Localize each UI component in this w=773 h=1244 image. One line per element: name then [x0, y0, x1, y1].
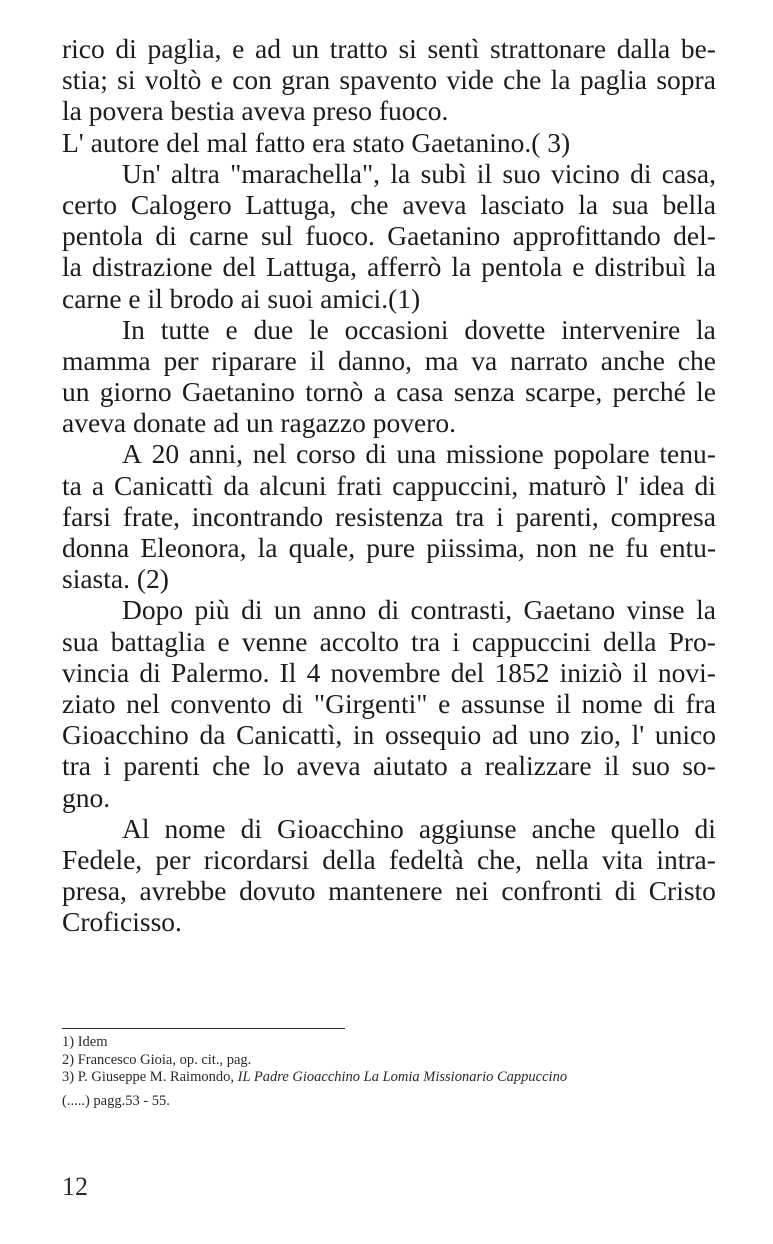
body-line [62, 813, 716, 844]
word: venne [241, 625, 308, 657]
body-line [62, 532, 716, 563]
word: un [62, 376, 90, 408]
word: perché [612, 376, 686, 408]
word: fra [685, 687, 716, 719]
word: altra [170, 157, 220, 189]
word: Dopo [122, 594, 184, 626]
body-line [62, 314, 716, 345]
word: Gioacchino [62, 719, 189, 751]
word: la [696, 251, 716, 283]
word: fedeltà [388, 843, 464, 875]
word: del [222, 251, 257, 283]
word: la [62, 251, 82, 283]
word: Gioacchino [277, 812, 404, 844]
word: tratto [329, 33, 388, 64]
word: la [696, 594, 716, 626]
word: distrazione [91, 251, 213, 283]
word: tra [62, 750, 92, 782]
word: vincia [62, 656, 130, 688]
word: pentola [62, 220, 143, 252]
word: ricordarsi [203, 843, 310, 875]
word: assunse [461, 687, 546, 719]
word: aveva [296, 750, 361, 782]
word: anni, [188, 438, 244, 470]
word: di [694, 812, 716, 844]
word: fu [625, 532, 649, 563]
word: intra- [656, 843, 716, 875]
word: vide [446, 64, 494, 96]
word: tornò [305, 376, 364, 408]
word: va [471, 344, 498, 376]
word: Pro- [668, 625, 716, 657]
footnote-3 [62, 1069, 716, 1087]
word: battaglia [110, 625, 206, 657]
body-line [62, 470, 716, 501]
word: tenu- [659, 438, 716, 470]
word: afferrò [367, 251, 442, 283]
word: uno [528, 719, 570, 751]
word: il [632, 656, 648, 688]
body-line [62, 251, 716, 282]
word: aveva [402, 188, 467, 220]
word: be- [680, 33, 716, 64]
word: narrato [510, 344, 588, 376]
footnote-3-author: 3) P. Giuseppe M. Raimondo, [62, 1069, 238, 1085]
word: che, [476, 843, 523, 875]
word: maturò [528, 469, 607, 501]
word: della [603, 625, 657, 657]
word: un [273, 594, 302, 626]
word: Il [279, 656, 297, 688]
word: zio, [580, 719, 621, 751]
word: la [550, 64, 571, 96]
line-text: siasta. (2) [62, 563, 169, 595]
word: convento [170, 687, 272, 719]
word: e [210, 64, 223, 96]
word: di [115, 33, 137, 64]
footnote-1: 1) Idem [62, 1034, 108, 1050]
word: un [291, 33, 320, 64]
body-line [62, 407, 716, 438]
word: nel [126, 687, 160, 719]
word: giorno [99, 376, 172, 408]
word: in [352, 719, 375, 751]
word: tra [411, 625, 441, 657]
word: presa, [62, 875, 127, 907]
word: i [103, 750, 112, 782]
word: tutte [160, 313, 210, 345]
word: avrebbe [139, 875, 227, 907]
word: idea [638, 469, 685, 501]
body-line [62, 501, 716, 532]
word: Lattuga, [266, 251, 358, 283]
body-line [62, 438, 716, 469]
word: novi- [657, 656, 716, 688]
word: novembre [330, 656, 441, 688]
word: con [232, 64, 272, 96]
body-line [62, 688, 716, 719]
word: di [155, 220, 177, 252]
footnote-2: 2) Francesco Gioia, op. cit., pag. [62, 1051, 252, 1068]
page-number: 12 [62, 1172, 88, 1201]
word: il [476, 157, 493, 189]
word: In [122, 313, 145, 345]
word: di [281, 687, 304, 719]
word: bella [662, 188, 716, 220]
footnote-3-pages: (.....) pagg.53 - 55. [62, 1092, 170, 1109]
word: il [309, 344, 326, 376]
word: sua [611, 188, 649, 220]
word: piissima, [426, 532, 525, 563]
word: anche [600, 344, 665, 376]
body-line [62, 189, 716, 220]
body-line [62, 719, 716, 750]
word: casa, [661, 157, 716, 189]
word: missione [445, 438, 544, 470]
word: parenti [123, 750, 200, 782]
word: popolare [553, 438, 650, 470]
word: occasioni [344, 313, 449, 345]
word: del- [673, 220, 716, 252]
body-line [62, 906, 716, 937]
word: distribuì [594, 251, 687, 283]
word: vicino [550, 157, 620, 189]
word: Fedele, [62, 843, 143, 875]
word: frati [336, 469, 383, 501]
word: voltò [144, 64, 202, 96]
word: di [241, 594, 263, 626]
word: per [155, 843, 191, 875]
word: Gaetanino [387, 220, 501, 252]
word: Un' [122, 157, 161, 189]
word: cappuccini [471, 625, 591, 657]
word: unico [654, 719, 716, 751]
footnote-3-title: IL Padre Gioacchino La Lomia Missionario Cappuccino [237, 1069, 568, 1085]
word: mantenere [328, 875, 443, 907]
word: entu- [659, 532, 716, 563]
word: accolto [319, 625, 399, 657]
word: ad [491, 719, 518, 751]
word: stia; [62, 64, 108, 96]
word: A [122, 438, 142, 470]
word: tra [455, 500, 485, 532]
word: si [398, 33, 417, 64]
body-line [62, 563, 716, 594]
body-line [62, 782, 716, 813]
word: da [199, 719, 226, 751]
book-page [62, 0, 716, 1244]
word: paglia, [147, 33, 222, 64]
word: Eleonora, [140, 532, 247, 563]
word: che [350, 188, 389, 220]
word: resistenza [334, 500, 444, 532]
word: e [225, 313, 238, 345]
word: di [630, 157, 652, 189]
word: riparare [211, 344, 297, 376]
word: di [365, 438, 387, 470]
word: che [503, 64, 542, 96]
word: Canicattì, [236, 719, 343, 751]
word: "marachella", [230, 157, 381, 189]
word: e [232, 33, 245, 64]
word: che [212, 750, 251, 782]
word: la [696, 313, 716, 345]
word: di [240, 812, 263, 844]
body-line [62, 844, 716, 875]
word: parenti, [515, 500, 599, 532]
word: compresa [610, 500, 716, 532]
word: pentola [481, 251, 563, 283]
word: della [322, 843, 376, 875]
word: certo [62, 188, 117, 220]
word: 4 [306, 656, 321, 688]
word: "Girgenti" [313, 687, 428, 719]
word: di [377, 594, 400, 626]
word: gran [281, 64, 331, 96]
word: rico [62, 33, 105, 64]
word: nella [535, 843, 589, 875]
word: realizzare [484, 750, 592, 782]
word: nei [455, 875, 489, 907]
word: sul [260, 220, 294, 252]
word: non [535, 532, 578, 563]
word: il [555, 687, 571, 719]
word: vita [601, 843, 644, 875]
word: ne [588, 532, 615, 563]
word: intervenire [561, 313, 681, 345]
footnote-rule [62, 1028, 345, 1029]
word: ziato [62, 687, 116, 719]
word: Canicattì [114, 469, 214, 501]
word: e [438, 687, 451, 719]
word: incontrando [191, 500, 324, 532]
word: anche [531, 812, 596, 844]
word: i [496, 500, 504, 532]
word: del [450, 656, 485, 688]
word: Calogero [130, 188, 232, 220]
word: senza [453, 376, 515, 408]
word: di [614, 875, 637, 907]
body-line [62, 158, 716, 189]
word: subì [420, 157, 467, 189]
word: dalla [616, 33, 671, 64]
word: Gaetanino [181, 376, 295, 408]
word: di [653, 687, 675, 719]
word: la [578, 188, 599, 220]
word: di [139, 656, 161, 688]
body-line [62, 64, 716, 95]
body-line [62, 33, 716, 64]
word: l' [631, 719, 645, 751]
word: le [309, 313, 329, 345]
body-line [62, 127, 716, 158]
word: la [451, 251, 472, 283]
word: a [460, 750, 473, 782]
word: 20 [151, 438, 180, 470]
word: quale, [288, 532, 356, 563]
word: Lattuga, [245, 188, 337, 220]
word: frate, [122, 500, 180, 532]
word: contrasti, [410, 594, 513, 626]
word: nome [164, 812, 226, 844]
word: sua [62, 625, 99, 657]
word: a [373, 376, 386, 408]
line-text: aveva donate ad un ragazzo povero. [62, 407, 456, 439]
word: l' [616, 469, 629, 501]
word: dovette [464, 313, 546, 345]
line-text: la povera bestia aveva preso fuoco. [62, 95, 449, 127]
word: pure [366, 532, 416, 563]
body-line [62, 875, 716, 906]
body-line [62, 750, 716, 781]
word: aggiunse [418, 812, 517, 844]
body-line [62, 220, 716, 251]
word: che [677, 344, 716, 376]
word: e [217, 625, 230, 657]
word: ad [255, 33, 281, 64]
word: farsi [62, 500, 111, 532]
word: corso [296, 438, 356, 470]
word: donna [62, 532, 130, 563]
word: lo [262, 750, 285, 782]
word: a [91, 469, 105, 501]
word: lasciato [480, 188, 565, 220]
word: sentì [427, 33, 480, 64]
word: quello [610, 812, 680, 844]
word: so- [682, 750, 716, 782]
word: il [603, 750, 620, 782]
word: Cristo [648, 875, 716, 907]
word: fuoco. [305, 220, 375, 252]
word: sopra [656, 64, 716, 96]
body-line [62, 345, 716, 376]
word: casa [396, 376, 444, 408]
word: carne [189, 220, 249, 252]
line-text: Croficisso. [62, 906, 182, 938]
line-text: carne e il brodo ai suoi amici.(1) [62, 282, 421, 314]
word: suo [502, 157, 541, 189]
word: si [117, 64, 136, 96]
word: Palermo. [170, 656, 270, 688]
word: Gaetano [523, 594, 616, 626]
line-text: gno. [62, 781, 111, 813]
word: anno [312, 594, 367, 626]
body-line [62, 95, 716, 126]
body-line [62, 594, 716, 625]
word: ma [424, 344, 459, 376]
word: danno, [337, 344, 412, 376]
word: dovuto [239, 875, 316, 907]
word: scarpe, [525, 376, 603, 408]
word: suo [631, 750, 670, 782]
word: iniziò [559, 656, 623, 688]
word: ta [62, 469, 82, 501]
word: strattonare [490, 33, 607, 64]
word: la [257, 532, 278, 563]
word: i [452, 625, 460, 657]
word: approfittando [512, 220, 661, 252]
body-line [62, 626, 716, 657]
line-text: L' autore del mal fatto era stato Gaetanino.( 3) [62, 126, 571, 158]
word: e [572, 251, 585, 283]
word: nome [581, 687, 643, 719]
word: più [194, 594, 230, 626]
word: nel [252, 438, 287, 470]
body-line [62, 376, 716, 407]
word: da [223, 469, 250, 501]
word: la [390, 157, 411, 189]
body-line [62, 283, 716, 314]
word: alcuni [259, 469, 327, 501]
word: 1852 [494, 656, 550, 688]
word: mamma [62, 344, 151, 376]
word: per [163, 344, 199, 376]
word: Al [122, 812, 150, 844]
word: ossequio [384, 719, 482, 751]
word: aiutato [372, 750, 448, 782]
word: vinse [626, 594, 685, 626]
word: cappuccini, [392, 469, 519, 501]
word: due [253, 313, 294, 345]
word: di [694, 469, 716, 501]
body-text [62, 33, 716, 937]
footnotes [62, 1034, 716, 1110]
word: paglia [579, 64, 648, 96]
word: una [396, 438, 437, 470]
word: spavento [339, 64, 438, 96]
body-line [62, 657, 716, 688]
word: confronti [501, 875, 603, 907]
word: le [696, 376, 716, 408]
